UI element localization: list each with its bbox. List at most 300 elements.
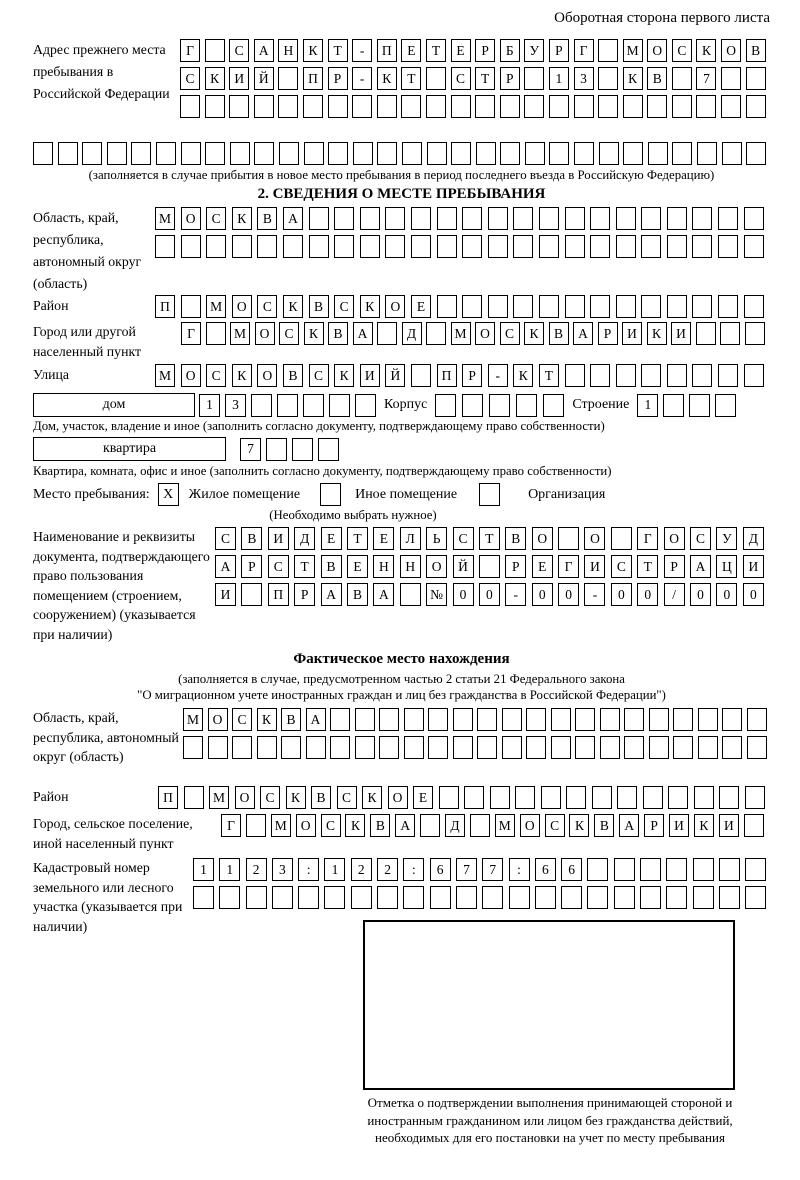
char-cell[interactable]: - (352, 39, 372, 62)
char-cell[interactable]: Т (328, 39, 348, 62)
char-cell[interactable] (435, 394, 456, 417)
char-cell[interactable] (427, 142, 447, 165)
char-cell[interactable] (667, 364, 687, 387)
char-cell[interactable] (516, 394, 537, 417)
char-cell[interactable] (193, 886, 214, 909)
char-cell[interactable]: В (505, 527, 526, 550)
char-cell[interactable] (257, 235, 277, 258)
char-cell[interactable] (437, 295, 457, 318)
char-cell[interactable] (479, 555, 500, 578)
char-cell[interactable] (673, 736, 693, 759)
char-cell[interactable] (744, 235, 764, 258)
char-cell[interactable] (451, 142, 471, 165)
char-cell[interactable]: К (257, 708, 277, 731)
char-cell[interactable]: К (304, 322, 324, 345)
char-cell[interactable]: 3 (272, 858, 293, 881)
char-cell[interactable]: А (690, 555, 711, 578)
char-cell[interactable] (488, 207, 508, 230)
char-cell[interactable] (437, 207, 457, 230)
char-cell[interactable]: Е (413, 786, 433, 809)
char-cell[interactable]: С (206, 364, 226, 387)
char-cell[interactable] (420, 814, 440, 837)
char-cell[interactable] (543, 394, 564, 417)
char-cell[interactable] (623, 95, 643, 118)
char-cell[interactable] (722, 736, 742, 759)
char-cell[interactable]: Б (500, 39, 520, 62)
char-cell[interactable]: 7 (696, 67, 716, 90)
char-cell[interactable] (318, 438, 339, 461)
char-cell[interactable]: - (505, 583, 526, 606)
char-cell[interactable] (334, 235, 354, 258)
char-cell[interactable] (309, 207, 329, 230)
char-cell[interactable] (355, 736, 375, 759)
char-cell[interactable]: 0 (611, 583, 632, 606)
char-cell[interactable]: 0 (479, 583, 500, 606)
char-cell[interactable]: 3 (225, 394, 246, 417)
char-cell[interactable] (306, 736, 326, 759)
char-cell[interactable] (352, 95, 372, 118)
char-cell[interactable]: М (451, 322, 471, 345)
char-cell[interactable] (330, 736, 350, 759)
char-cell[interactable]: А (573, 322, 593, 345)
char-cell[interactable]: И (584, 555, 605, 578)
char-cell[interactable] (241, 583, 262, 606)
char-cell[interactable] (535, 886, 556, 909)
char-cell[interactable] (324, 886, 345, 909)
char-cell[interactable]: О (235, 786, 255, 809)
char-cell[interactable] (617, 786, 637, 809)
char-cell[interactable]: А (353, 322, 373, 345)
char-cell[interactable]: : (403, 858, 424, 881)
char-cell[interactable]: : (509, 858, 530, 881)
char-cell[interactable]: Е (347, 555, 368, 578)
char-cell[interactable] (328, 95, 348, 118)
char-cell[interactable] (666, 858, 687, 881)
char-cell[interactable] (672, 95, 692, 118)
char-cell[interactable] (649, 708, 669, 731)
char-cell[interactable]: 7 (482, 858, 503, 881)
char-cell[interactable]: О (426, 555, 447, 578)
char-cell[interactable]: К (362, 786, 382, 809)
char-cell[interactable]: К (232, 364, 252, 387)
char-cell[interactable]: И (360, 364, 380, 387)
char-cell[interactable]: Т (539, 364, 559, 387)
char-cell[interactable] (426, 67, 446, 90)
char-cell[interactable]: Д (294, 527, 315, 550)
char-cell[interactable] (746, 67, 766, 90)
char-cell[interactable]: - (488, 364, 508, 387)
char-cell[interactable] (566, 786, 586, 809)
char-cell[interactable] (692, 235, 712, 258)
char-cell[interactable]: К (623, 67, 643, 90)
char-cell[interactable]: О (475, 322, 495, 345)
char-cell[interactable] (279, 142, 299, 165)
char-cell[interactable] (513, 207, 533, 230)
char-cell[interactable]: К (286, 786, 306, 809)
char-cell[interactable] (385, 235, 405, 258)
char-cell[interactable] (377, 142, 397, 165)
char-cell[interactable]: Д (402, 322, 422, 345)
char-cell[interactable] (641, 235, 661, 258)
char-cell[interactable]: О (584, 527, 605, 550)
char-cell[interactable] (411, 235, 431, 258)
char-cell[interactable]: Р (549, 39, 569, 62)
char-cell[interactable] (667, 207, 687, 230)
char-cell[interactable] (539, 207, 559, 230)
char-cell[interactable] (477, 736, 497, 759)
char-cell[interactable] (666, 886, 687, 909)
organization-checkbox[interactable] (479, 483, 500, 506)
char-cell[interactable] (181, 235, 201, 258)
char-cell[interactable] (539, 295, 559, 318)
char-cell[interactable] (351, 886, 372, 909)
char-cell[interactable]: П (303, 67, 323, 90)
char-cell[interactable]: В (370, 814, 390, 837)
char-cell[interactable] (614, 886, 635, 909)
char-cell[interactable]: О (532, 527, 553, 550)
char-cell[interactable] (551, 736, 571, 759)
char-cell[interactable] (206, 322, 226, 345)
char-cell[interactable] (451, 95, 471, 118)
char-cell[interactable] (475, 95, 495, 118)
char-cell[interactable]: В (328, 322, 348, 345)
char-cell[interactable] (541, 786, 561, 809)
char-cell[interactable] (428, 708, 448, 731)
char-cell[interactable] (574, 95, 594, 118)
char-cell[interactable]: М (209, 786, 229, 809)
char-cell[interactable]: О (520, 814, 540, 837)
char-cell[interactable]: Й (254, 67, 274, 90)
char-cell[interactable] (663, 394, 684, 417)
char-cell[interactable]: К (377, 67, 397, 90)
char-cell[interactable] (488, 295, 508, 318)
char-cell[interactable]: К (569, 814, 589, 837)
char-cell[interactable] (598, 67, 618, 90)
char-cell[interactable] (379, 708, 399, 731)
char-cell[interactable]: С (257, 295, 277, 318)
char-cell[interactable]: О (296, 814, 316, 837)
char-cell[interactable] (616, 295, 636, 318)
char-cell[interactable] (304, 142, 324, 165)
char-cell[interactable]: Т (479, 527, 500, 550)
char-cell[interactable] (131, 142, 151, 165)
char-cell[interactable]: И (719, 814, 739, 837)
char-cell[interactable] (107, 142, 127, 165)
char-cell[interactable] (515, 786, 535, 809)
char-cell[interactable] (205, 142, 225, 165)
char-cell[interactable] (281, 736, 301, 759)
char-cell[interactable] (329, 394, 350, 417)
char-cell[interactable]: И (215, 583, 236, 606)
char-cell[interactable] (303, 95, 323, 118)
char-cell[interactable] (647, 95, 667, 118)
char-cell[interactable]: Р (500, 67, 520, 90)
char-cell[interactable]: 1 (324, 858, 345, 881)
char-cell[interactable] (600, 736, 620, 759)
char-cell[interactable] (184, 786, 204, 809)
char-cell[interactable]: О (208, 708, 228, 731)
char-cell[interactable] (82, 142, 102, 165)
char-cell[interactable]: 1 (219, 858, 240, 881)
char-cell[interactable]: / (664, 583, 685, 606)
char-cell[interactable]: О (647, 39, 667, 62)
char-cell[interactable]: С (279, 322, 299, 345)
char-cell[interactable] (614, 858, 635, 881)
char-cell[interactable] (232, 736, 252, 759)
char-cell[interactable] (692, 207, 712, 230)
char-cell[interactable] (746, 142, 766, 165)
char-cell[interactable]: К (232, 207, 252, 230)
char-cell[interactable]: Ц (716, 555, 737, 578)
char-cell[interactable] (272, 886, 293, 909)
char-cell[interactable]: М (623, 39, 643, 62)
char-cell[interactable] (745, 786, 765, 809)
char-cell[interactable]: К (303, 39, 323, 62)
char-cell[interactable] (278, 95, 298, 118)
char-cell[interactable] (328, 142, 348, 165)
char-cell[interactable]: Л (400, 527, 421, 550)
char-cell[interactable] (747, 708, 767, 731)
char-cell[interactable] (590, 207, 610, 230)
char-cell[interactable] (587, 886, 608, 909)
char-cell[interactable]: Й (453, 555, 474, 578)
char-cell[interactable]: Р (598, 322, 618, 345)
char-cell[interactable]: В (281, 708, 301, 731)
char-cell[interactable]: К (205, 67, 225, 90)
char-cell[interactable] (464, 786, 484, 809)
char-cell[interactable]: 0 (637, 583, 658, 606)
char-cell[interactable] (453, 736, 473, 759)
char-cell[interactable] (502, 708, 522, 731)
char-cell[interactable] (401, 95, 421, 118)
char-cell[interactable] (400, 583, 421, 606)
char-cell[interactable]: С (180, 67, 200, 90)
char-cell[interactable] (360, 207, 380, 230)
char-cell[interactable] (667, 295, 687, 318)
char-cell[interactable]: В (241, 527, 262, 550)
char-cell[interactable] (592, 786, 612, 809)
char-cell[interactable] (462, 295, 482, 318)
char-cell[interactable]: М (495, 814, 515, 837)
char-cell[interactable] (476, 142, 496, 165)
char-cell[interactable]: М (183, 708, 203, 731)
char-cell[interactable] (551, 708, 571, 731)
char-cell[interactable] (744, 207, 764, 230)
char-cell[interactable]: Г (221, 814, 241, 837)
char-cell[interactable] (298, 886, 319, 909)
char-cell[interactable] (744, 814, 764, 837)
char-cell[interactable]: 0 (532, 583, 553, 606)
char-cell[interactable]: К (524, 322, 544, 345)
char-cell[interactable] (181, 142, 201, 165)
char-cell[interactable]: - (352, 67, 372, 90)
char-cell[interactable] (404, 708, 424, 731)
char-cell[interactable]: В (594, 814, 614, 837)
char-cell[interactable]: 6 (430, 858, 451, 881)
char-cell[interactable]: 1 (199, 394, 220, 417)
char-cell[interactable] (721, 95, 741, 118)
char-cell[interactable]: У (716, 527, 737, 550)
char-cell[interactable] (539, 235, 559, 258)
char-cell[interactable]: С (500, 322, 520, 345)
char-cell[interactable] (526, 736, 546, 759)
char-cell[interactable] (377, 322, 397, 345)
char-cell[interactable]: Р (505, 555, 526, 578)
char-cell[interactable] (698, 708, 718, 731)
char-cell[interactable]: Г (181, 322, 201, 345)
char-cell[interactable] (403, 886, 424, 909)
char-cell[interactable] (721, 67, 741, 90)
char-cell[interactable]: И (671, 322, 691, 345)
char-cell[interactable] (672, 142, 692, 165)
char-cell[interactable]: 1 (193, 858, 214, 881)
char-cell[interactable]: С (215, 527, 236, 550)
char-cell[interactable] (694, 786, 714, 809)
char-cell[interactable]: Д (743, 527, 764, 550)
char-cell[interactable]: 7 (240, 438, 261, 461)
char-cell[interactable] (277, 394, 298, 417)
char-cell[interactable]: О (181, 364, 201, 387)
char-cell[interactable]: А (254, 39, 274, 62)
char-cell[interactable]: Г (180, 39, 200, 62)
char-cell[interactable]: С (334, 295, 354, 318)
char-cell[interactable] (524, 95, 544, 118)
char-cell[interactable] (719, 886, 740, 909)
char-cell[interactable] (565, 364, 585, 387)
char-cell[interactable] (181, 295, 201, 318)
char-cell[interactable] (489, 394, 510, 417)
char-cell[interactable] (526, 708, 546, 731)
char-cell[interactable]: А (283, 207, 303, 230)
char-cell[interactable]: Т (426, 39, 446, 62)
char-cell[interactable]: П (158, 786, 178, 809)
char-cell[interactable]: С (260, 786, 280, 809)
char-cell[interactable] (509, 886, 530, 909)
char-cell[interactable]: К (283, 295, 303, 318)
char-cell[interactable] (360, 235, 380, 258)
char-cell[interactable] (611, 527, 632, 550)
char-cell[interactable]: Й (385, 364, 405, 387)
char-cell[interactable] (229, 95, 249, 118)
char-cell[interactable]: П (155, 295, 175, 318)
char-cell[interactable]: Е (532, 555, 553, 578)
residential-checkbox[interactable]: X (158, 483, 179, 506)
char-cell[interactable]: 3 (574, 67, 594, 90)
char-cell[interactable]: С (309, 364, 329, 387)
char-cell[interactable]: О (388, 786, 408, 809)
char-cell[interactable] (590, 235, 610, 258)
char-cell[interactable]: 0 (453, 583, 474, 606)
char-cell[interactable]: У (524, 39, 544, 62)
char-cell[interactable]: М (155, 364, 175, 387)
char-cell[interactable] (206, 235, 226, 258)
char-cell[interactable] (718, 364, 738, 387)
char-cell[interactable]: К (694, 814, 714, 837)
char-cell[interactable]: С (611, 555, 632, 578)
char-cell[interactable] (180, 95, 200, 118)
char-cell[interactable] (697, 142, 717, 165)
char-cell[interactable]: О (385, 295, 405, 318)
char-cell[interactable]: 0 (558, 583, 579, 606)
char-cell[interactable] (385, 207, 405, 230)
char-cell[interactable]: 2 (377, 858, 398, 881)
char-cell[interactable]: Р (664, 555, 685, 578)
char-cell[interactable]: С (545, 814, 565, 837)
char-cell[interactable] (377, 95, 397, 118)
char-cell[interactable] (355, 394, 376, 417)
char-cell[interactable] (254, 95, 274, 118)
char-cell[interactable] (641, 207, 661, 230)
char-cell[interactable] (565, 235, 585, 258)
char-cell[interactable]: А (395, 814, 415, 837)
char-cell[interactable] (58, 142, 78, 165)
char-cell[interactable] (513, 295, 533, 318)
char-cell[interactable] (246, 814, 266, 837)
char-cell[interactable]: О (232, 295, 252, 318)
char-cell[interactable]: А (215, 555, 236, 578)
char-cell[interactable] (251, 394, 272, 417)
char-cell[interactable] (745, 858, 766, 881)
char-cell[interactable]: Р (644, 814, 664, 837)
char-cell[interactable]: О (257, 364, 277, 387)
char-cell[interactable] (561, 886, 582, 909)
char-cell[interactable] (292, 438, 313, 461)
char-cell[interactable]: И (268, 527, 289, 550)
char-cell[interactable]: 2 (246, 858, 267, 881)
char-cell[interactable] (745, 886, 766, 909)
char-cell[interactable] (303, 394, 324, 417)
char-cell[interactable] (462, 235, 482, 258)
char-cell[interactable] (232, 235, 252, 258)
char-cell[interactable] (411, 364, 431, 387)
char-cell[interactable]: 0 (716, 583, 737, 606)
char-cell[interactable] (616, 207, 636, 230)
char-cell[interactable] (574, 142, 594, 165)
char-cell[interactable] (488, 235, 508, 258)
char-cell[interactable]: С (451, 67, 471, 90)
char-cell[interactable] (462, 207, 482, 230)
char-cell[interactable] (156, 142, 176, 165)
char-cell[interactable] (600, 708, 620, 731)
char-cell[interactable] (257, 736, 277, 759)
char-cell[interactable]: М (206, 295, 226, 318)
char-cell[interactable] (693, 886, 714, 909)
char-cell[interactable] (715, 394, 736, 417)
char-cell[interactable]: В (309, 295, 329, 318)
char-cell[interactable] (693, 858, 714, 881)
char-cell[interactable] (722, 142, 742, 165)
char-cell[interactable] (673, 708, 693, 731)
char-cell[interactable] (219, 886, 240, 909)
char-cell[interactable]: С (229, 39, 249, 62)
char-cell[interactable] (648, 142, 668, 165)
char-cell[interactable]: П (268, 583, 289, 606)
char-cell[interactable] (641, 295, 661, 318)
char-cell[interactable]: Н (373, 555, 394, 578)
char-cell[interactable] (330, 708, 350, 731)
char-cell[interactable] (587, 858, 608, 881)
char-cell[interactable] (462, 394, 483, 417)
char-cell[interactable] (722, 708, 742, 731)
char-cell[interactable]: Н (278, 39, 298, 62)
char-cell[interactable] (744, 364, 764, 387)
char-cell[interactable] (428, 736, 448, 759)
other-premises-checkbox[interactable] (320, 483, 341, 506)
char-cell[interactable]: О (664, 527, 685, 550)
char-cell[interactable] (283, 235, 303, 258)
char-cell[interactable] (696, 322, 716, 345)
char-cell[interactable] (453, 708, 473, 731)
